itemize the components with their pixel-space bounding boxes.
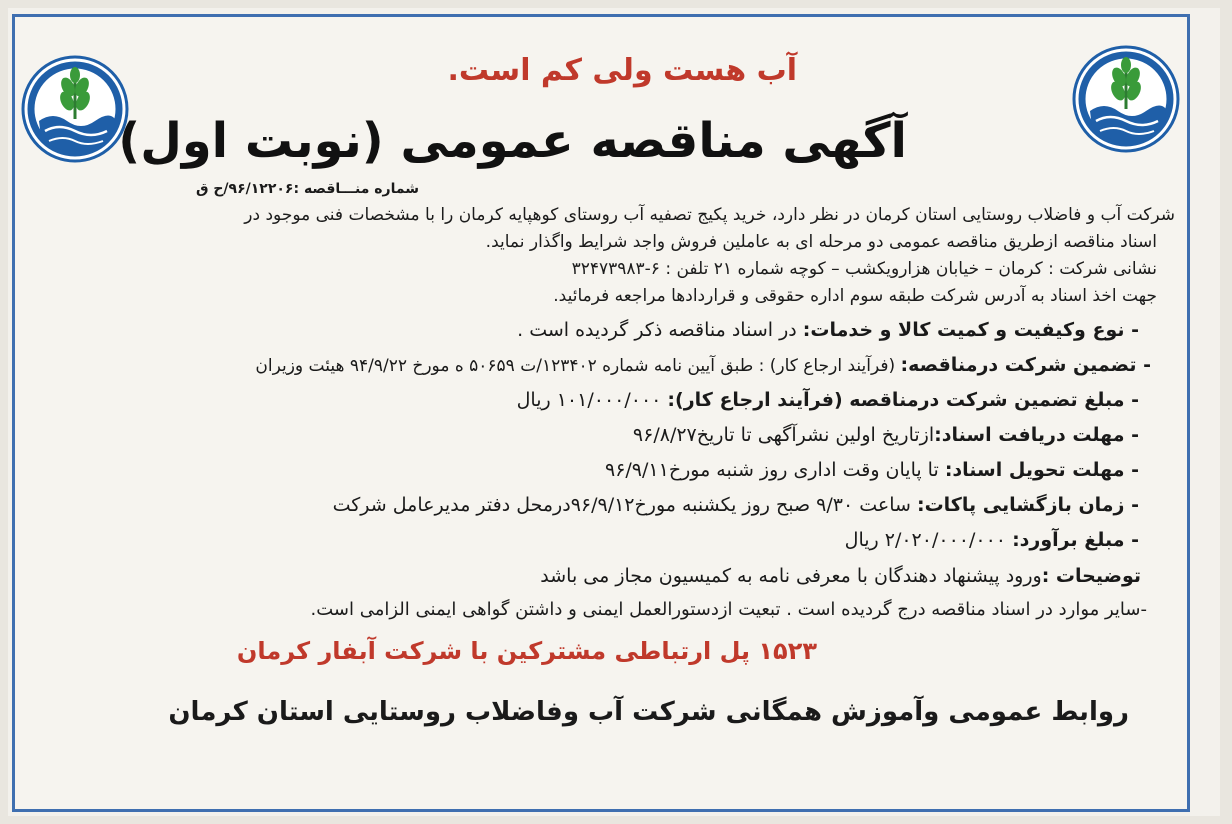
list-item [255,354,1151,376]
page-title: آگهی مناقصه عمومی (نوبت اول) [118,113,907,169]
item-value: ۱۰۱/۰۰۰/۰۰۰ ریال [516,389,668,411]
item-label: - مهلت دریافت اسناد: [934,424,1139,446]
item-label: - مهلت تحویل اسناد: [944,459,1139,481]
list-item [517,389,1139,411]
list-item [333,494,1139,516]
notes-line-1 [540,565,1141,587]
item-value: تا پایان وقت اداری روز شنبه مورخ۹۶/۹/۱۱ [605,459,945,481]
item-value: ازتاریخ اولین نشرآگهی تا تاریخ۹۶/۸/۲۷ [632,424,935,446]
documents-note: جهت اخذ اسناد به آدرس شرکت طبقه سوم اداره حقوقی و قراردادها مراجعه فرمائید. [553,286,1157,306]
list-item [845,529,1139,551]
item-label: - مبلغ تضمین شرکت درمناقصه (فرآیند ارجاع کار): [667,389,1139,411]
item-label: - زمان بازگشایی پاکات: [916,494,1139,516]
intro-line-2: اسناد مناقصه ازطریق مناقصه عمومی دو مرحله ای به عاملین فروش واجد شرایط واگذار نماید. [485,232,1157,252]
intro-line-1: شرکت آب و فاضلاب روستایی استان کرمان در نظر دارد، خرید پکیج تصفیه آب روستای کوهپایه کرمان را با مشخصات فنی موجود در [244,205,1175,225]
item-value: در اسناد مناقصه ذکر گردیده است . [517,319,803,341]
item-value: ۲/۰۲۰/۰۰۰/۰۰۰ ریال [844,529,1013,551]
item-label: - نوع وکیفیت و کمیت کالا و خدمات: [802,319,1139,341]
notes-label: توضیحات : [1041,565,1141,587]
notes-value: ورود پیشنهاد دهندگان با معرفی نامه به کمیسیون مجاز می باشد [540,565,1042,587]
footer-credit: روابط عمومی وآموزش همگانی شرکت آب وفاضلاب روستایی استان کرمان [168,697,1129,727]
list-item [605,459,1139,481]
item-label: - مبلغ برآورد: [1012,529,1139,551]
water-company-logo-icon [1070,43,1182,155]
list-item [633,424,1139,446]
item-value: ساعت ۹/۳۰ صبح روز یکشنبه مورخ۹۶/۹/۱۲درمحل دفتر مدیرعامل شرکت [332,494,917,516]
water-company-logo-icon [19,53,131,165]
notes-line-2: -سایر موارد در اسناد مناقصه درج گردیده است . تبعیت ازدستورالعمل ایمنی و داشتن گواهی ایمنی الزامی است. [310,599,1147,620]
item-value: (فرآیند ارجاع کار) : طبق آیین نامه شماره ۱۲۳۴۰۲/ت ۵۰۶۵۹ ه مورخ ۹۴/۹/۲۲ هیئت وزیران [255,356,901,376]
slogan: آب هست ولی کم است. [447,53,797,88]
advertisement-frame [12,14,1190,812]
newspaper-page [8,8,1220,816]
hotline: ۱۵۲۳ پل ارتباطی مشترکین با شرکت آبفار کرمان [236,637,817,665]
company-address: نشانی شرکت : کرمان – خیابان هزارویکشب – کوچه شماره ۲۱ تلفن : ۶-۳۲۴۷۳۹۸۳ [571,259,1157,279]
item-label: - تضمین شرکت درمناقصه: [900,354,1151,376]
tender-number: شماره منـــاقصه :۹۶/۱۲۲۰۶/ح ق [195,181,419,197]
list-item [517,319,1139,341]
